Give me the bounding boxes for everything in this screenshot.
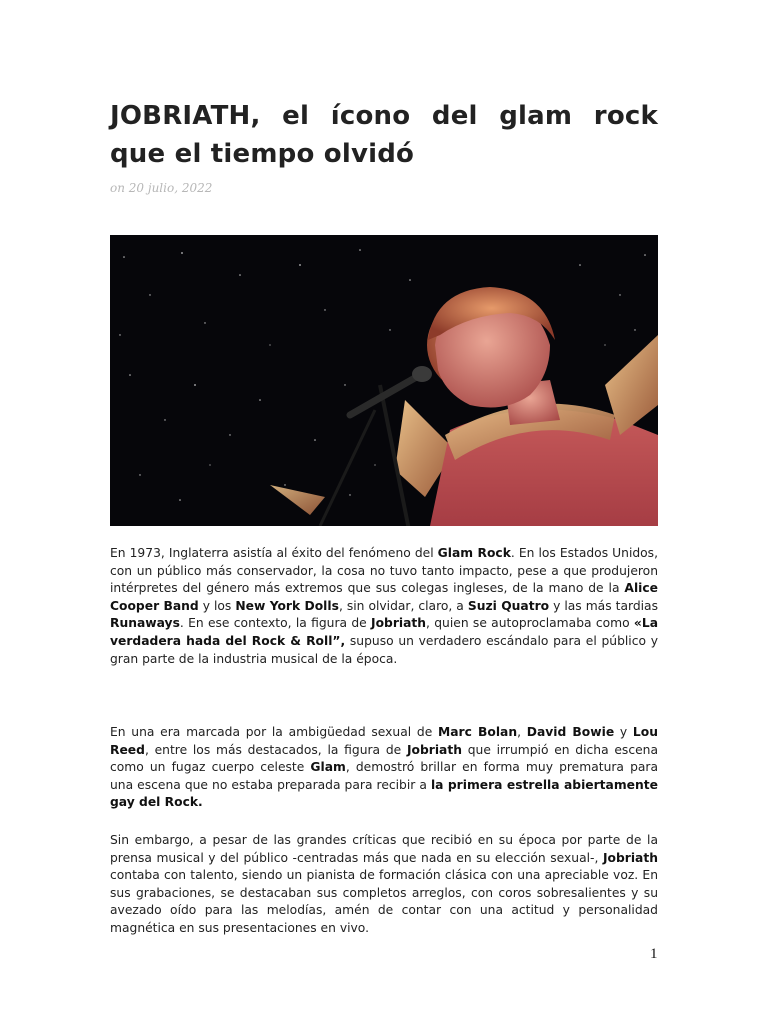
text: . En ese contexto, la figura de: [179, 616, 371, 631]
text: que irrumpió en dicha escena como un fugaz cuerpo celeste: [110, 742, 658, 775]
bold-text: «La verdadera hada del Rock & Roll”,: [110, 616, 658, 648]
text: , quien se autoproclamaba como: [426, 616, 634, 631]
text: , entre los más destacados, la figura de: [144, 742, 407, 757]
text: , sin olvidar, claro, a: [338, 598, 468, 613]
bold-text: Lou Reed: [110, 725, 658, 757]
bold-text: Jobriath: [371, 616, 427, 631]
article-title: [110, 97, 658, 173]
text: supuso un verdadero escándalo para el público y gran parte de la industria musical de la época.: [110, 633, 658, 666]
bold-text: la primera estrella abiertamente gay del Rock.: [110, 777, 658, 810]
paragraph-3: [110, 832, 658, 938]
bold-text: New York Dolls: [235, 598, 339, 613]
paragraph-1: [110, 545, 658, 668]
bold-text: Glam: [310, 760, 346, 775]
bold-text: Jobriath: [406, 742, 462, 757]
text: Sin embargo, a pesar de las grandes críticas que recibió en su época por parte de la prensa musical y del público -centradas más que nada en su elección sexual-,: [110, 833, 658, 865]
page-number: 1: [650, 946, 658, 962]
text: y: [614, 725, 633, 739]
concert-photo-icon: [110, 235, 658, 526]
text: En una era marcada por la ambigüedad sexual de: [110, 725, 439, 739]
text: En 1973, Inglaterra asistía al éxito del fenómeno del: [110, 546, 438, 560]
bold-text: Runaways: [110, 616, 180, 631]
text: . En los Estados Unidos, con un público más conservador, la cosa no tuvo tanto impacto, pese a que produjeron intérpretes del género más extremos que sus colegas ingleses, de la mano de la: [110, 546, 658, 596]
bold-text: Glam Rock: [437, 546, 511, 560]
title-line-1: JOBRIATH, el ícono del glam rock: [110, 101, 658, 131]
text: y las más tardias: [549, 598, 658, 613]
bold-text: Suzi Quatro: [467, 598, 550, 613]
text: , demostró brillar en forma muy prematura para una escena que no estaba preparada para recibir a: [110, 760, 658, 792]
bold-text: Marc Bolan: [438, 725, 518, 739]
publish-date: on 20 julio, 2022: [110, 181, 213, 195]
bold-text: David Bowie: [526, 725, 615, 739]
text: y los: [198, 598, 236, 613]
bold-text: Jobriath: [602, 850, 658, 865]
text: contaba con talento, siendo un pianista de formación clásica con una apreciable voz. En sus grabaciones, se destacaban sus completos arreglos, con coros sobresalientes y su avezado oído para las melodías, amén de contar con una actitud y personalidad magnética en sus presentaciones en vivo.: [110, 868, 658, 935]
paragraph-2: [110, 724, 658, 812]
article-photo: [110, 235, 658, 526]
title-line-2: que el tiempo olvidó: [110, 139, 415, 169]
bold-text: Alice Cooper Band: [110, 581, 658, 613]
text: ,: [517, 725, 527, 739]
